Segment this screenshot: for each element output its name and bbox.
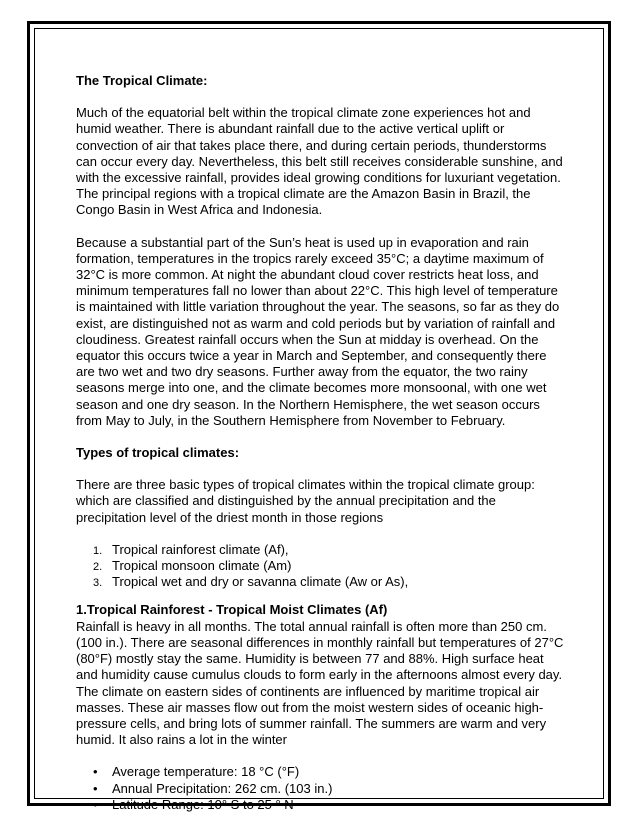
bullet-icon: • — [93, 780, 98, 796]
heading-rainforest: 1.Tropical Rainforest - Tropical Moist Climates (Af) — [76, 602, 388, 618]
paragraph-intro: Much of the equatorial belt within the tropical climate zone experiences hot and humid weather. There is abundant rainfall due to the active vertical uplift or convection of air that takes place there, and during certain periods, thunderstorms can occur every day. Nevertheless, this belt still receives considerable sunshine, and with the excessive rainfall, provides ideal growing conditions for luxuriant vegetation. The principal regions with a tropical climate are the Amazon Basin in Brazil, the Congo Basin in West Africa and Indonesia. — [76, 105, 563, 218]
paragraph-temperature: Because a substantial part of the Sun’s heat is used up in evaporation and rain formation, temperatures in the tropics rarely exceed 35°C; a daytime maximum of 32°C is more common. At night the abundant cloud cover restricts heat loss, and minimum temperatures fall no lower than about 22°C. This high level of temperature is maintained with little variation throughout the year. The seasons, so far as they do exist, are distinguished not as warm and cold periods but by variation of rainfall and cloudiness. Greatest rainfall occurs when the Sun at midday is overhead. On the equator this occurs twice a year in March and September, and consequently there are two wet and two dry seasons. Further away from the equator, the two rainy seasons merge into one, and the climate becomes more monsoonal, with one wet season and one dry season. In the Northern Hemisphere, the wet season occurs from May to July, in the Southern Hemisphere from November to February. — [76, 234, 560, 428]
list-item — [76, 558, 568, 574]
list-text: Average temperature: 18 °C (°F) — [112, 764, 300, 780]
list-text: Tropical rainforest climate (Af), — [112, 541, 289, 557]
list-text: Tropical monsoon climate (Am) — [112, 558, 292, 574]
paragraph-types-intro: There are three basic types of tropical climates within the tropical climate group: which are classified and distinguished by the annual precipitation and the precipitation level of the driest month in those regions — [76, 477, 535, 525]
list-item — [76, 781, 568, 797]
paragraph-rainforest: Rainfall is heavy in all months. The total annual rainfall is often more than 250 cm. (100 in.). There are seasonal differences in monthly rainfall but temperatures of 27°C (80°F) mostly stay the same. Humidity is between 77 and 88%. High surface heat and humidity cause cumulus clouds to form early in the afternoons almost every day. The climate on eastern sides of continents are influenced by maritime tropical air masses. These air masses flow out from the moist western sides of oceanic high-pressure cells, and bring lots of summer rainfall. The summers are warm and very humid. It also rains a lot in the winter — [76, 618, 564, 748]
heading-types: Types of tropical climates: — [76, 445, 240, 461]
document-body — [76, 73, 568, 813]
heading-tropical-climate: The Tropical Climate: — [76, 73, 208, 88]
list-item — [76, 574, 568, 590]
list-number: 3. — [93, 577, 103, 590]
bullet-icon: • — [93, 796, 98, 812]
list-text: Latitude Range: 10° S to 25 ° N — [112, 796, 294, 812]
list-number: 2. — [93, 561, 103, 574]
list-number: 1. — [93, 544, 103, 557]
facts-list — [76, 764, 568, 813]
list-item — [76, 542, 568, 558]
list-item — [76, 764, 568, 780]
list-text: Annual Precipitation: 262 cm. (103 in.) — [112, 780, 333, 796]
list-item — [76, 797, 568, 813]
types-list — [76, 542, 568, 591]
list-text: Tropical wet and dry or savanna climate (Aw or As), — [112, 574, 409, 590]
bullet-icon: • — [93, 764, 98, 780]
